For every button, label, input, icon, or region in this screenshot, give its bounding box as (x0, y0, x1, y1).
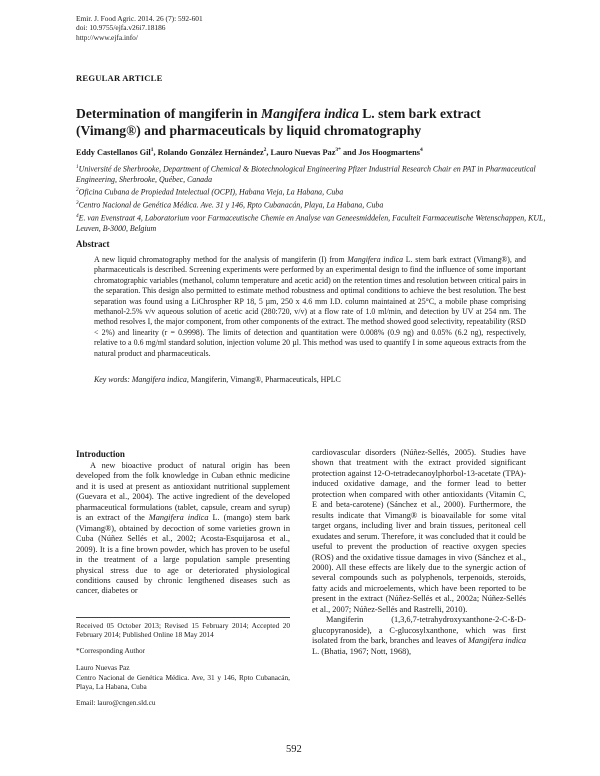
affiliation-item: $^2$Oficina Cubana de Propiedad Intelectual (OCPI), Habana Vieja, La Habana, Cuba (76, 187, 344, 197)
author-list: Eddy Castellanos Gil$^1$, Rolando González Hernández$^2$, Lauro Nuevas Paz$^{3*}$ and Jos Hoogmartens$^4$ (76, 147, 423, 157)
article-type: REGULAR ARTICLE (76, 73, 163, 83)
doi-text: doi: 10.9755/ejfa.v26i7.18186 (76, 23, 166, 33)
journal-header (76, 14, 203, 42)
affiliation-item: $^3$Centro Nacional de Genética Médica. Ave. 31 y 146, Rpto Cubanacán, Playa, La Habana, Cuba (76, 199, 384, 210)
author-name: Lauro Nuevas Paz (270, 147, 336, 157)
footnote-divider (76, 617, 290, 618)
keywords: Key words: Mangifera indica, Mangiferin, Vimang®, Pharmaceuticals, HPLC (94, 375, 341, 384)
journal-citation: Emir. J. Food Agric. 2014. 26 (7): 592-601 (76, 14, 203, 23)
corresponding-author-email[interactable]: Email: lauro@cngen.sld.cu (76, 698, 156, 707)
abstract-heading: Abstract (76, 239, 110, 249)
author-name: Jos Hoogmartens (358, 147, 420, 157)
affiliation-item: $^1$Université de Sherbrooke, Department of Chemical & Biotechnological Engineering Pfizer Industrial Research Chair en PAT in Pharmaceutical Engineering, Sherbrooke, Québec, Canada (76, 164, 536, 184)
corresponding-author-name: Lauro Nuevas Paz (76, 663, 130, 672)
introduction-paragraph-continued: cardiovascular disorders (Núñez-Sellés, 2005). Studies have shown that treatment with the extract provided significant protection against 12-O-tetradecanoylphorbol-13-acetate (TPA)-induced oxidative damage, and the former lead to better protection when compared with other antioxidants (Vitamin C, E and beta-carotene) (Sánchez et al., 2000). Furthermore, the results indicate that Vimang® is bioavailable for some vital target organs, including liver and brain tissues, peritoneal cell exudates and serum. Therefore, it was concluded that it could be useful to prevent the production of reactive oxygen species (ROS) and the oxidative tissue damages in vivo (Sánchez et al., 2000). All these effects are likely due to the synergic action of several compounds such as polyphenols, terpenoids, steroids, fatty acids and microelements, which have been reported to be present in the extract (Núñez-Sellés et al., 2002a; Núñez-Sellés et al., 2007; Núñez-Sellés and Rastrelli, 2010). Mangiferin (1,3,6,7-tetrahydroxyxanthone-2-C-ß-D-glucopyranoside), a C-glucosylxanthone, which was first isolated from the bark, branches and leaves of Mangifera indica L. (Bhatia, 1967; Nott, 1968), (312, 448, 526, 656)
abstract-text: A new liquid chromatography method for the analysis of mangiferin (I) from Mangifera indica L. stem bark extract (Vimang®), and pharmaceuticals is described. Screening experiments were performed by an experimental design to find the influence of some important chromatographic variables (methanol, column temperature and acetic acid) on the retention times and resolution between critical pairs in the separation. This design also permitted to estimate method robustness and optimal conditions to achieve the best resolution. The best separation was found using a LiChrospher RP 18, 5 µm, 250 x 4.6 mm I.D. column maintained at 25°C, a mobile phase comprising methanol-2.5% v/v aqueous solution of acetic acid (280:720, v/v) at a flow rate of 1.0 ml/min, and detection by UV at 254 nm. The method resolves I, the major component, from other components of the extract. The method showed good selectivity, repeatability (RSD < 2%) and linearity (r = 0.9998). The limits of detection and quantitation were 0.008% (0.9 ng) and 0.05% (6.2 ng), respectively, relative to a 0.6 mg/ml standard solution, injection volume 20 µl. This method was used to quantify I in some aqueous extracts from the natural product and pharmaceuticals. (94, 255, 526, 358)
page-number: 592 (286, 744, 302, 755)
corresponding-author-label: *Corresponding Author (76, 646, 146, 655)
affiliations (76, 162, 546, 234)
introduction-paragraph: A new bioactive product of natural origin has been developed from the folk knowledge in Cuban ethnic medicine and it is used at present as antioxidant nutritional supplement (Guevara et al., 2004). The active ingredient of the developed pharmaceutical formulations (tablet, capsule, cream and syrup) is an extract of the Mangifera indica L. (mango) stem bark (Vimang®), obtained by decoction of some varieties grown in Cuba (Núñez Sellés et al., 2002; Acosta-Esquijarosa et al., 2009). It is a fine brown powder, which has proven to be useful in the treatment of a large population sample presenting physical stress due to age or deteriorated physiological conditions caused by chronic lengthened diseases such as cancer, diabetes or (76, 461, 291, 596)
author-name: Eddy Castellanos Gil (76, 147, 151, 157)
article-title: Determination of mangiferin in Mangifera indica L. stem bark extract (Vimang®) and pharmaceuticals by liquid chromatography (76, 106, 481, 138)
received-dates: Received 05 October 2013; Revised 15 February 2014; Accepted 20 February 2014; Published Online 18 May 2014 (76, 621, 290, 640)
author-name: Rolando González Hernández (157, 147, 264, 157)
affiliation-item: $^4$E. van Evenstraat 4, Laboratorium voor Farmaceutische Chemie en Analyse van Geneesmiddelen, Faculteit Farmaceutische Wetenschappen, KUL, Leuven, B-3000, Belgium (76, 212, 546, 233)
introduction-heading: Introduction (76, 449, 125, 459)
journal-url[interactable]: http://www.ejfa.info/ (76, 32, 138, 42)
corresponding-author-address: Centro Nacional de Genética Médica. Ave, 31 y 146, Rpto Cubanacán, Playa, La Habana, Cuba (76, 673, 290, 692)
